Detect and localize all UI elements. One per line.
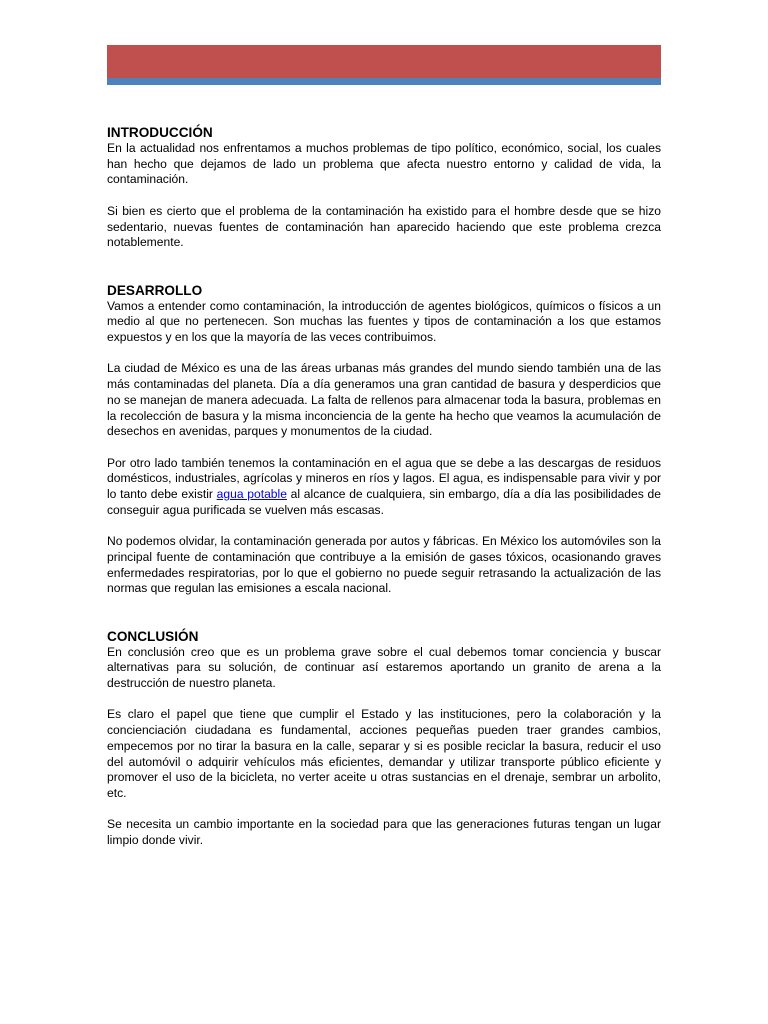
intro-paragraph-1: En la actualidad nos enfrentamos a muchos problemas de tipo político, económico, social, los cuales han hecho que dejamos de lado un problema que afecta nuestro entorno y calidad de vida, la contaminación. [107, 141, 661, 187]
conclusion-paragraph-3: Se necesita un cambio importante en la sociedad para que las generaciones futuras tengan un lugar limpio donde vivir. [107, 817, 661, 847]
section-introduccion [107, 124, 661, 251]
desarrollo-paragraph-3 [107, 456, 661, 519]
desarrollo-paragraph-4: No podemos olvidar, la contaminación generada por autos y fábricas. En México los automóviles son la principal fuente de contaminación que contribuye a la emisión de gases tóxicos, ocasionando graves enfermedades respiratorias, por lo que el gobierno no puede seguir retrasando la actualización de las normas que regulan las emisiones a escala nacional. [107, 534, 661, 596]
section-gap [107, 267, 661, 282]
header-bar [107, 45, 661, 78]
section-desarrollo [107, 282, 661, 597]
heading-introduccion: INTRODUCCIÓN [107, 125, 213, 140]
section-conclusion [107, 628, 661, 849]
intro-paragraph-2: Si bien es cierto que el problema de la contaminación ha existido para el hombre desde que se hizo sedentario, nuevas fuentes de contaminación han aparecido haciendo que este problema crezca notablemente. [107, 203, 661, 250]
document-body [107, 124, 661, 864]
header-stripe [107, 78, 661, 85]
section-gap [107, 613, 661, 628]
desarrollo-paragraph-3-before: Por otro lado también tenemos la contaminación en el agua que se debe a las descargas de residuos domésticos, industriales, agrícolas y mineros en ríos y lagos. El agua, es indispensable para vivir y por lo tanto debe existir [107, 455, 661, 501]
heading-desarrollo: DESARROLLO [107, 282, 203, 298]
desarrollo-paragraph-1: Vamos a entender como contaminación, la introducción de agentes biológicos, químicos o físicos a un medio al que no pertenecen. Son muchas las fuentes y tipos de contaminación a los que estamos expuestos y en los que la mayoría de las veces contribuimos. [107, 298, 661, 344]
agua-potable-link[interactable]: agua potable [216, 487, 287, 501]
conclusion-paragraph-1: En conclusión creo que es un problema grave sobre el cual debemos tomar conciencia y buscar alternativas para su solución, de continuar así estaremos aportando un granito de arena a la destrucción de nuestro planeta. [107, 644, 661, 690]
heading-conclusion: CONCLUSIÓN [107, 628, 199, 644]
desarrollo-paragraph-2: La ciudad de México es una de las áreas urbanas más grandes del mundo siendo también una de las más contaminadas del planeta. Día a día generamos una gran cantidad de basura y desperdicios que no se manejan de manera adecuada. La falta de rellenos para almacenar toda la basura, problemas en la recolección de basura y la misma inconciencia de la gente ha hecho que veamos la acumulación de desechos en avenidas, parques y monumentos de la ciudad. [107, 361, 661, 439]
desarrollo-paragraph-3-after: al alcance de cualquiera, sin embargo, día a día las posibilidades de conseguir agua purificada se vuelven más escasas. [107, 487, 661, 517]
conclusion-paragraph-2: Es claro el papel que tiene que cumplir el Estado y las instituciones, pero la colaboración y la concienciación ciudadana es fundamental, acciones pequeñas pueden traer grandes cambios, empecemos por no tirar la basura en la calle, separar y si es posible reciclar la basura, reducir el uso del automóvil o adquirir vehículos más eficientes, demandar y utilizar transporte público eficiente y promover el uso de la bicicleta, no verter aceite u otras sustancias en el drenaje, sembrar un arbolito, etc. [107, 707, 661, 800]
